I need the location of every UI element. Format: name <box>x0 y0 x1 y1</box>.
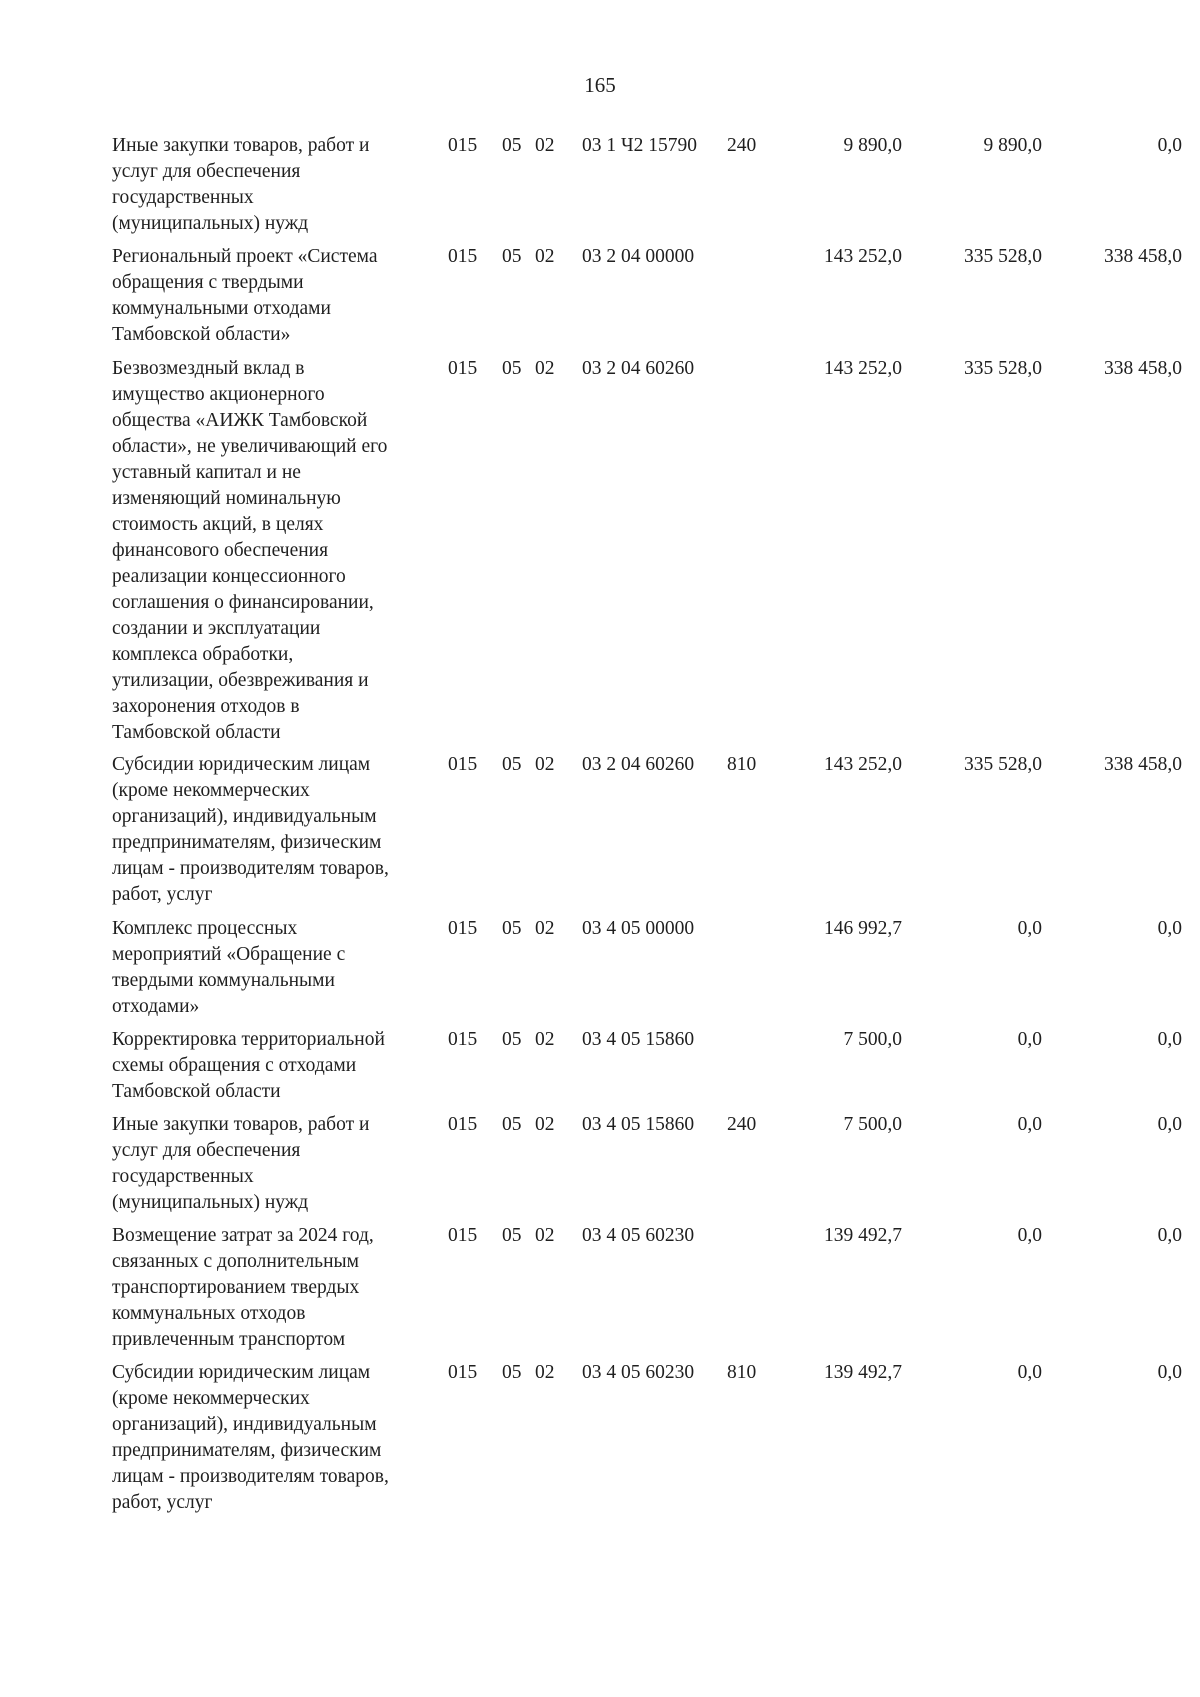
target-article-code: 03 4 05 60230 <box>582 1225 695 1246</box>
target-article-code: 03 1 Ч2 15790 <box>582 135 698 156</box>
target-article-code: 03 4 05 00000 <box>582 918 695 939</box>
amount-year-3: 0,0 <box>1157 1114 1182 1135</box>
amount-year-2: 335 528,0 <box>964 754 1042 775</box>
row-name: Субсидии юридическим лицам (кроме некоммерческих организаций), индивидуальным предпринимателям, физическим лицам - производителям товаров, работ, услуг <box>112 1362 389 1513</box>
section-code: 05 <box>502 1225 522 1246</box>
subsection-code: 02 <box>535 754 555 775</box>
row-name: Возмещение затрат за 2024 год, связанных с дополнительным транспортированием твердых коммунальных отходов привлеченным транспортом <box>112 1225 374 1350</box>
section-code: 05 <box>502 358 522 379</box>
row-name: Безвозмездный вклад в имущество акционерного общества «АИЖК Тамбовской области», не увеличивающий его уставный капитал и не изменяющий номинальную стоимость акций, в целях финансового обеспечения реализации концессионного соглашения о финансировании, создании и эксплуатации комплекса обработки, утилизации, обезвреживания и захоронения отходов в Тамбовской области <box>112 358 388 743</box>
row-name: Иные закупки товаров, работ и услуг для обеспечения государственных (муниципальных) нужд <box>112 135 370 234</box>
amount-year-2: 335 528,0 <box>964 246 1042 267</box>
ved-code: 015 <box>448 246 478 267</box>
amount-year-3: 0,0 <box>1157 1225 1182 1246</box>
subsection-code: 02 <box>535 358 555 379</box>
subsection-code: 02 <box>535 918 555 939</box>
amount-year-3: 338 458,0 <box>1104 754 1182 775</box>
expense-type-code: 240 <box>727 135 757 156</box>
target-article-code: 03 2 04 60260 <box>582 358 695 379</box>
section-code: 05 <box>502 246 522 267</box>
subsection-code: 02 <box>535 1114 555 1135</box>
row-name: Субсидии юридическим лицам (кроме некоммерческих организаций), индивидуальным предпринимателям, физическим лицам - производителям товаров, работ, услуг <box>112 754 389 905</box>
row-name: Комплекс процессных мероприятий «Обращение с твердыми коммунальными отходами» <box>112 918 346 1017</box>
expense-type-code: 810 <box>727 1362 757 1383</box>
section-code: 05 <box>502 135 522 156</box>
expense-type-code: 240 <box>727 1114 757 1135</box>
amount-year-2: 9 890,0 <box>983 135 1042 156</box>
section-code: 05 <box>502 1029 522 1050</box>
ved-code: 015 <box>448 1029 478 1050</box>
amount-year-1: 9 890,0 <box>843 135 902 156</box>
amount-year-2: 0,0 <box>1017 918 1042 939</box>
subsection-code: 02 <box>535 1225 555 1246</box>
amount-year-3: 0,0 <box>1157 1029 1182 1050</box>
amount-year-1: 143 252,0 <box>824 754 902 775</box>
ved-code: 015 <box>448 754 478 775</box>
ved-code: 015 <box>448 1362 478 1383</box>
ved-code: 015 <box>448 1225 478 1246</box>
amount-year-1: 143 252,0 <box>824 358 902 379</box>
section-code: 05 <box>502 1114 522 1135</box>
ved-code: 015 <box>448 918 478 939</box>
target-article-code: 03 4 05 15860 <box>582 1114 695 1135</box>
row-name: Корректировка территориальной схемы обращения с отходами Тамбовской области <box>112 1029 385 1102</box>
amount-year-1: 139 492,7 <box>824 1225 902 1246</box>
amount-year-1: 143 252,0 <box>824 246 902 267</box>
subsection-code: 02 <box>535 1362 555 1383</box>
ved-code: 015 <box>448 1114 478 1135</box>
section-code: 05 <box>502 1362 522 1383</box>
ved-code: 015 <box>448 135 478 156</box>
target-article-code: 03 4 05 15860 <box>582 1029 695 1050</box>
subsection-code: 02 <box>535 1029 555 1050</box>
amount-year-3: 338 458,0 <box>1104 358 1182 379</box>
subsection-code: 02 <box>535 246 555 267</box>
amount-year-2: 0,0 <box>1017 1225 1042 1246</box>
target-article-code: 03 4 05 60230 <box>582 1362 695 1383</box>
row-name: Иные закупки товаров, работ и услуг для обеспечения государственных (муниципальных) нужд <box>112 1114 370 1213</box>
amount-year-2: 335 528,0 <box>964 358 1042 379</box>
amount-year-2: 0,0 <box>1017 1029 1042 1050</box>
amount-year-1: 146 992,7 <box>824 918 902 939</box>
target-article-code: 03 2 04 60260 <box>582 754 695 775</box>
amount-year-1: 139 492,7 <box>824 1362 902 1383</box>
amount-year-3: 0,0 <box>1157 1362 1182 1383</box>
section-code: 05 <box>502 918 522 939</box>
amount-year-2: 0,0 <box>1017 1362 1042 1383</box>
amount-year-1: 7 500,0 <box>843 1114 902 1135</box>
ved-code: 015 <box>448 358 478 379</box>
target-article-code: 03 2 04 00000 <box>582 246 695 267</box>
amount-year-1: 7 500,0 <box>843 1029 902 1050</box>
expense-type-code: 810 <box>727 754 757 775</box>
amount-year-3: 0,0 <box>1157 135 1182 156</box>
amount-year-2: 0,0 <box>1017 1114 1042 1135</box>
amount-year-3: 338 458,0 <box>1104 246 1182 267</box>
subsection-code: 02 <box>535 135 555 156</box>
section-code: 05 <box>502 754 522 775</box>
page-number: 165 <box>584 73 616 97</box>
row-name: Региональный проект «Система обращения с твердыми коммунальными отходами Тамбовской области» <box>112 246 378 345</box>
amount-year-3: 0,0 <box>1157 918 1182 939</box>
